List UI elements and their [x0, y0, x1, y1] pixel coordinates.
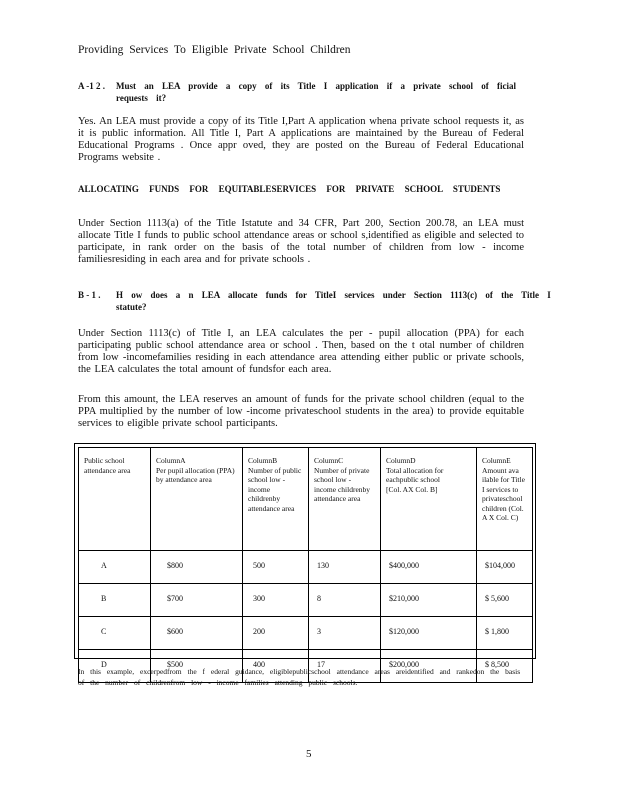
- table-cell: 500: [243, 551, 309, 584]
- section-paragraph: Under Section 1113(a) of the Title Istatute and 34 CFR, Part 200, Section 200.78, an LEA must allocate Title I funds to public school attendance areas or school s,identified as eligible and selected to participate, in rank order on the basis of the total number of children from low - income familiesresiding in each area and for private schools .: [78, 218, 524, 265]
- table-cell: 17: [309, 650, 381, 683]
- table-cell: 8: [309, 584, 381, 617]
- table-cell: 130: [309, 551, 381, 584]
- table-row: [79, 551, 533, 584]
- table-cell: $104,000: [477, 551, 533, 584]
- table-cell: $200,000: [381, 650, 477, 683]
- page-title: Providing Services To Eligible Private School Children: [78, 44, 351, 56]
- table-header-cell: ColumnA Per pupil allocation (PPA) by attendance area: [151, 448, 243, 551]
- answer-a12-paragraph: Yes. An LEA must provide a copy of its Title I,Part A application whena private school requests it, as it is public information. All Title I, Part A applications are maintained by the Bureau of Federal Educational Programs . Once appr oved, they are posted on the Bureau of Federal Educational Programs website .: [78, 116, 524, 163]
- table-cell: A: [79, 551, 151, 584]
- table-cell: B: [79, 584, 151, 617]
- table-cell: C: [79, 617, 151, 650]
- table-cell: D: [79, 650, 151, 683]
- table-header-cell: ColumnC Number of private school low - income childrenby attendance area: [309, 448, 381, 551]
- table-cell: $400,000: [381, 551, 477, 584]
- table-cell: 200: [243, 617, 309, 650]
- table-row: [79, 584, 533, 617]
- table-header-cell: Public school attendance area: [79, 448, 151, 551]
- question-a12: [78, 80, 558, 106]
- table-cell: $500: [151, 650, 243, 683]
- table-header-row: [79, 448, 533, 551]
- table-cell: $800: [151, 551, 243, 584]
- table-cell: $700: [151, 584, 243, 617]
- table-header-cell: ColumnE Amount ava ilable for Title I services to privateschool children (Col. A X Col. C): [477, 448, 533, 551]
- question-b1: [78, 289, 558, 315]
- table-cell: $120,000: [381, 617, 477, 650]
- page-number: 5: [306, 748, 312, 760]
- table-header-cell: ColumnD Total allocation for eachpublic school [Col. AX Col. B]: [381, 448, 477, 551]
- answer-b1-paragraph-2: From this amount, the LEA reserves an amount of funds for the private school children (equal to the PPA multiplied by the number of low -income privateschool students in the area) to provide equitable services to eligible private school participants.: [78, 394, 524, 429]
- table-cell: $210,000: [381, 584, 477, 617]
- table-footnote: In this example, excerpedfrom the f ederal guidance, eligiblepublicschool attendance areas areidentified and rankedon the basis of the number of childrenfrom low - income families attending public schools.: [78, 667, 521, 687]
- question-number: B - 1 .: [78, 290, 101, 300]
- table-row: [79, 617, 533, 650]
- table-cell: 400: [243, 650, 309, 683]
- section-heading: ALLOCATING FUNDS FOR EQUITABLESERVICES FOR PRIVATE SCHOOL STUDENTS: [78, 184, 501, 194]
- table-header-cell: ColumnB Number of public school low - income childrenby attendance area: [243, 448, 309, 551]
- question-text: Must an LEA provide a copy of its Title I application if a private school of ficial requests it?: [116, 81, 517, 103]
- table-cell: $ 1,800: [477, 617, 533, 650]
- question-number: A -1 2 .: [78, 81, 105, 91]
- answer-b1-paragraph-1: Under Section 1113(c) of Title I, an LEA calculates the per - pupil allocation (PPA) for each participating public school attendance area or school . Then, based on the t otal number of children from low -incomefamilies residing in each attendance area attending either public or private schools, the LEA calculates the total amount of fundsfor each area.: [78, 328, 524, 375]
- table-cell: $ 8,500: [477, 650, 533, 683]
- table-cell: 300: [243, 584, 309, 617]
- question-text: H ow does a n LEA allocate funds for TitleI services under Section 1113(c) of the Title I statute?: [116, 290, 551, 312]
- table-cell: 3: [309, 617, 381, 650]
- allocation-table: [78, 447, 533, 683]
- table-cell: $ 5,600: [477, 584, 533, 617]
- table-cell: $600: [151, 617, 243, 650]
